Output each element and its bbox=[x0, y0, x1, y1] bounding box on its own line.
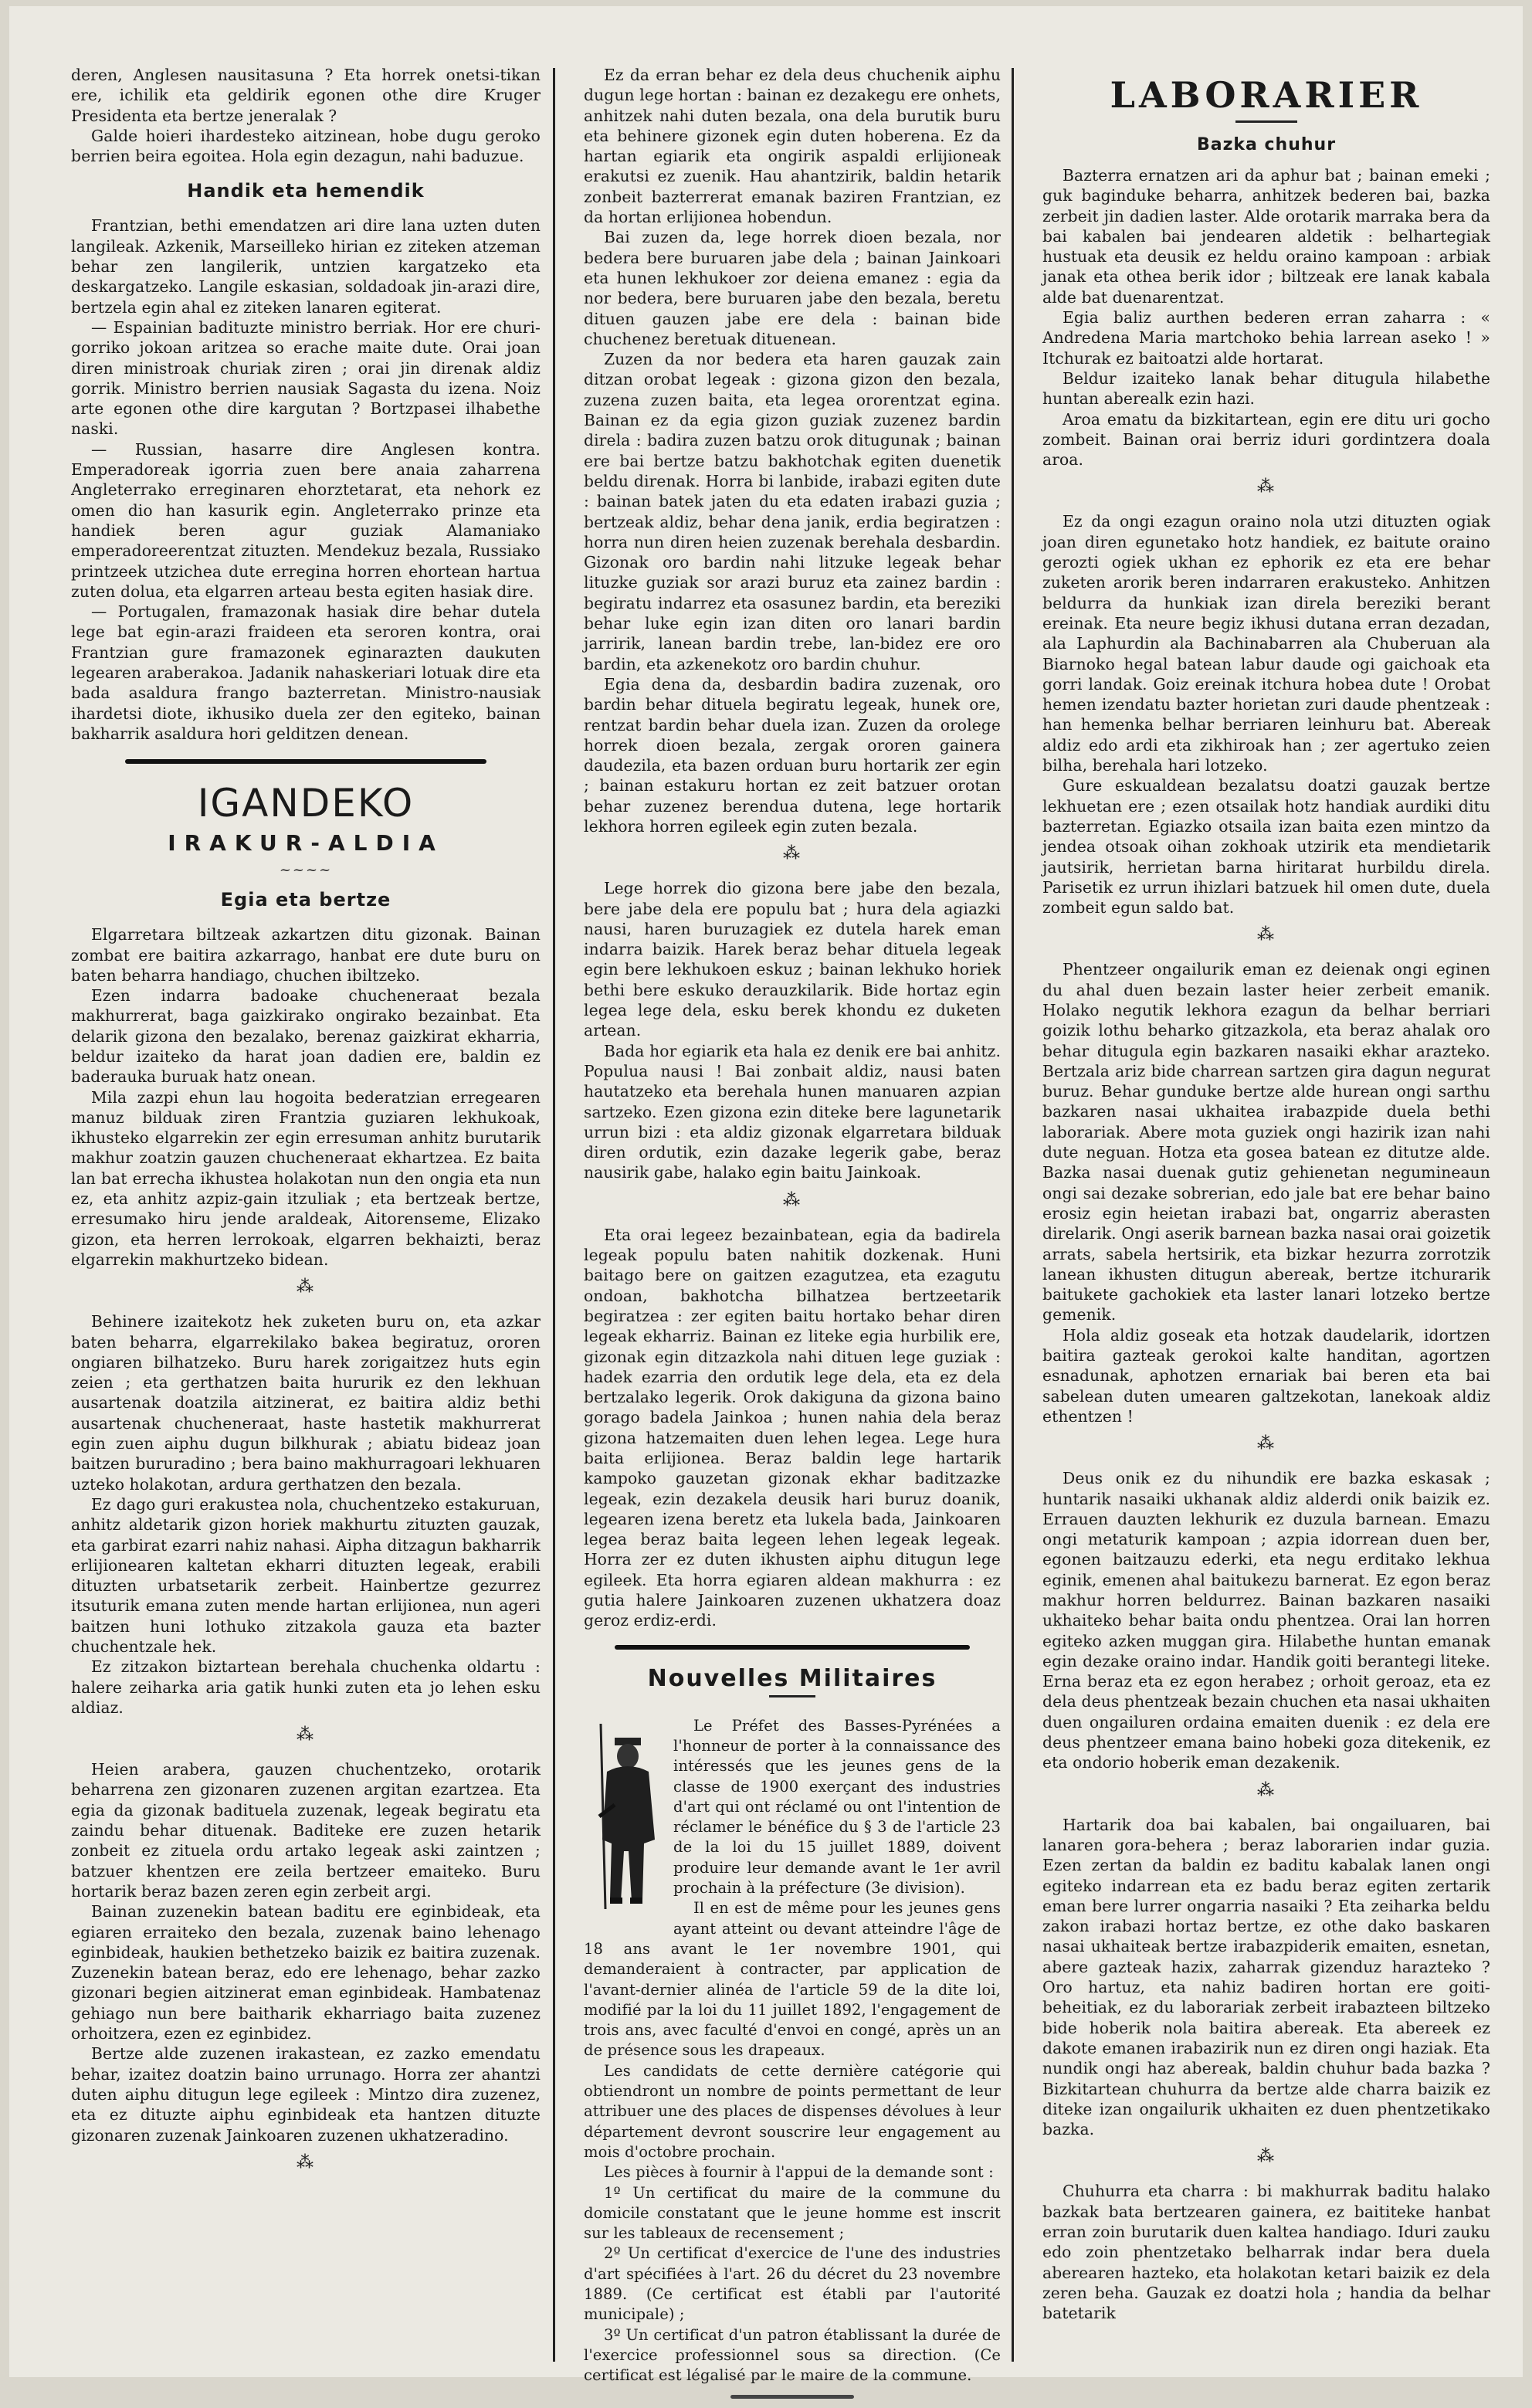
heading-underline bbox=[1235, 120, 1297, 123]
article-paragraph: Aroa ematu da bizkitartean, egin ere ditu uri gocho zombeit. Bainan orai berriz iduri gordintzera doala aroa. bbox=[1042, 409, 1490, 470]
article-paragraph: Beldur izaiteko lanak behar ditugula hilabethe huntan aberealk ezin hazi. bbox=[1042, 368, 1490, 409]
dinkus-ornament: ⁂ bbox=[1257, 1434, 1276, 1454]
article-paragraph: Egia dena da, desbardin badira zuzenak, oro bardin behar dituela begiratu legeak, hunek ore, rentzat bardin behar duela izan. Zuzen da orolege horrek dioen bezala, zergak ororen gainera daudezila, eta bazen orduan buru hortarik zer egin ; bainan estakuru hortan ez zeit batzuer orotan behar zuzenez berendua dutena, lege hortarik lekhora horren egileek egin zuten bezala. bbox=[584, 674, 1001, 836]
notice-paragraph: Le Préfet des Basses-Pyrénées a l'honneur de porter à la connaissance des intéressés que les jeunes gens de la classe de 1900 exerçant des industries d'art qui ont réclamé ou ont l'intention de réclamer le bénéfice du § 3 de l'article 23 de la loi du 15 juillet 1889, doivent produire leur demande avant le 1er avril prochain à la préfecture (3e division). bbox=[673, 1716, 1001, 1898]
article-paragraph: Ez da erran behar ez dela deus chuchenik aiphu dugun lege hortan : bainan ez dezakegu ere onhets, anhitzek nahi duten bezala, ona dela burutik buru eta behinere gizonek egin duten hoberena. Ez da hartan egiarik eta ongirik aspaldi erlijioneak erakutsi ez zuenik. Hau ahantzirik, baldin hetarik zonbeit bazterrerat emanak baziren Frantzian, ez da hortan erlijionea hobendun. bbox=[584, 66, 1001, 227]
egia-heading: Egia eta bertze bbox=[220, 889, 391, 911]
dinkus-ornament: ⁂ bbox=[783, 844, 802, 864]
article-paragraph: Egia baliz aurthen bederen erran zaharra : « Andredena Maria martchoko behia larrean aseko ! » Itchurak ez baitoatzi alde hortarat. bbox=[1042, 308, 1490, 368]
notice-paragraph: 1º Un certificat du maire de la commune du domicile constatant que le jeune homme est inscrit sur les tableaux de recensement ; bbox=[584, 2183, 1001, 2243]
column-divider-2 bbox=[1012, 68, 1014, 2362]
article-paragraph: Bertze alde zuzenen irakastean, ez zazko emendatu behar, izaitez doatzin baino urrunago. Horra zer ahantzi duten aiphu ditugun lege egileek : Mintzo dira zuzenez, eta ez dituzte aiphu eginbideak eta hantzen dituzte gizonaren zuzenak Jainkoaren zuzenen ukhatzeradino. bbox=[71, 2044, 541, 2145]
article-paragraph: Lege horrek dio gizona bere jabe den bezala, bere jabe dela ere populu bat ; hura dela agiazki nausi, haren buruzagiek ez dutela harek eman indarra baizik. Harek beraz behar dituela legeak egin bere lekhukoen eskuz ; bainan lekhuko horiek bethi bere eskuko derauzkilarik. Bide hortaz egin legea lege dela, esku berek khondu ez duketen artean. bbox=[584, 879, 1001, 1040]
article-paragraph: Hartarik doa bai kabalen, bai ongailuaren, bai lanaren gora-behera ; beraz laborarien indar guzia. Ezen zertan da baldin ez baditu kabalak lanen ongi egiteko indarrean eta ez badu beraz egiten zertarik eman bere lurrer ongarria nasaiki ? Eta zeiharka beldu zakon irabazi hortaz bertze, ez othe dako baskaren nasai ukhaiteak bertze irabazpiderik emaiten, esnetan, abere gazteak hazix, zaharrak gizenduz harazteko ? Oro hartuz, eta nahiz badiren hortan ere goiti-beheitiak, ez du laborariak zerbeit irabazteen biltzeko bide hoberik nola baitira abereak. Eta abereek ez dakote emanen irabazirik nun ez diren ongi haziak. Eta nundik ongi haz abereak, baldin chuhur bada bazka ? Bizkitartean chuhurra da bertze alde charra baizik ez diteke izan ongailurik ukhaiten ez duen phentzetikako bazka. bbox=[1042, 1815, 1490, 2139]
soldier-illustration bbox=[584, 1716, 663, 1917]
news-paragraph: — Espainian badituzte ministro berriak. Hor ere churi-gorriko jokoan aritzea so erache maite dute. Orai joan diren ministroak churiak ziren ; orai jin direnak aldiz gorrik. Ministro berrien nausiak Sagasta du izena. Noiz arte egonen othe dire kargutan ? Bortzpasei ilhabethe naski. bbox=[71, 317, 541, 439]
end-rule bbox=[730, 2395, 854, 2399]
intro-paragraph: Galde hoieri ihardesteko aitzinean, hobe dugu geroko berrien beira egoitea. Hola egin dezagun, nahi baduzue. bbox=[71, 126, 541, 166]
irakur-aldia-heading: IRAKUR-ALDIA bbox=[168, 830, 444, 856]
article-paragraph: Hola aldiz goseak eta hotzak daudelarik, idortzen baitira gazteak gerokoi kalte handitan, agortzen esnadunak, aphotzen ernariak bai beren eta bai sabelean duten umearen galtzekotan, lanekoak aldiz ethentzen ! bbox=[1042, 1325, 1490, 1426]
column-1 bbox=[71, 65, 541, 2187]
article-paragraph: Ez dago guri erakustea nola, chuchentzeko estakuruan, anhitz aldetarik gizon horiek makhurtu zituzten gauzak, eta garbirat ezarri nahiz nahasi. Aipha ditzagun bakharrik erlijionearen kaltetan ekharri dituzten legeak, erabili dituzten urbatsetarik zerbeit. Hainbertze gezurrez itsuturik emana zuten mende hartan erlijionea, nun ageri baitzen huni lothuko zitzakola gauza eta bazter chuchentzale hek. bbox=[71, 1494, 541, 1656]
dinkus-ornament: ⁂ bbox=[1257, 477, 1276, 497]
column-3 bbox=[1042, 74, 1490, 2324]
section-rule bbox=[615, 1645, 970, 1650]
column-2 bbox=[584, 65, 1001, 2408]
article-paragraph: Gure eskualdean bezalatsu doatzi gauzak bertze lekhuetan ere ; ezen otsailak hotz handiak aurdiki ditu bazterretan. Egiazko otsaila izan baita ezen mintzo da jendea otsoak oihan zokhoak utzirik eta mendietarik jautsirik, herrietan barna hiritarat hurbildu direla. Parisetik ez urrun ihizlari batzuek hil omen dute, duela zombeit egun saldo bat. bbox=[1042, 776, 1490, 917]
article-paragraph: Elgarretara biltzeak azkartzen ditu gizonak. Bainan zombat ere baitira azkarrago, hanbat ere dute buru on baten beharra handiago, chuchen ibiltzeko. bbox=[71, 925, 541, 985]
bazka-heading: Bazka chuhur bbox=[1196, 135, 1337, 154]
laborarier-heading: LABORARIER bbox=[1110, 74, 1423, 116]
article-paragraph: Behinere izaitekotz hek zuketen buru on, eta azkar baten beharra, elgarrekilako bakea begiratuz, ororen ongiaren bilhatzeko. Buru harek zorigaitzez huts egin zeien ; eta gerthatzen baita hururik ez den lekhuan ausartenak doatzila aitzinerat, ez baitira aldiz bethi ausartenak chucheneraat, haste hastetik makhurrerat egin zuen aiphu dugun bilkhurak ; abiatu bideaz joan baitzen bururadino ; bera baino makhurragoari lekhuaren uzteko holakotan, ardura gerthatzen den bezala. bbox=[71, 1312, 541, 1494]
notice-paragraph: Les pièces à fournir à l'appui de la demande sont : bbox=[604, 2163, 994, 2182]
newspaper-page bbox=[9, 6, 1523, 2385]
news-paragraph: — Portugalen, framazonak hasiak dire behar dutela lege bat egin-arazi fraideen eta seroren kontra, orai Frantzian gure framazonek eginarazten daukuten legearen araberakoa. Jadanik nahaskeriari lotuak dire eta bada asaldura frango bazterretan. Ministro-nausiak ihardetsi diote, ikhusiko duela zer den egiteko, bainan bakharrik asaldura hori gelditzen denean. bbox=[71, 602, 541, 743]
intro-paragraph: deren, Anglesen nausitasuna ? Eta horrek onetsi-tikan ere, ichilik eta geldirik egonen othe dire Kruger Presidenta eta bertze jeneralak ? bbox=[71, 66, 541, 125]
article-paragraph: Bainan zuzenekin batean baditu ere eginbideak, eta egiaren erraiteko den bezala, zuzenak baino lehenago eginbideak, haukien bethetzeko baizik ez baitira zuzenak. Zuzenekin batean beraz, edo ere lehenago, behar zazko gizonari begien aitzinerat eman eginbideak. Hambatenaz gehiago nun bere baitharik ekharriago baita zuzenez orhoitzera, ezen ez eginbidez. bbox=[71, 1902, 541, 2043]
article-paragraph: Bazterra ernatzen ari da aphur bat ; bainan emeki ; guk baginduke beharra, anhitzek bederen bai, bazka zerbeit jin dadien laster. Alde orotarik marraka bera da bai kabalen bai jendearen aldetik : belhartegiak hustuak eta deusik ez heldu oraino kampoan : arbiak janak eta othea berik idor ; biltzeak ere lanak kabala alde bat duenarentzat. bbox=[1042, 166, 1490, 307]
dinkus-ornament: ⁂ bbox=[297, 2152, 315, 2172]
article-paragraph: Ezen indarra badoake chucheneraat bezala makhurrerat, baga gaizkirako ongirako bezainbat. Eta delarik gizona den bezalako, berenaz gaizkirat ekharria, beldur izaiteko da harat joan dadien ere, baldin ez baderauka buruak hatz onean. bbox=[71, 986, 541, 1087]
article-paragraph: Zuzen da nor bedera eta haren gauzak zain ditzan orobat legeak : gizona gizon den bezala, zuzena zuzen baita, eta legea ororentzat egina. Bainan ez da egia gizon guziak zuzenez bardin direla : badira zuzen batzu orok ditugunak ; bainan ere bai bertze batzu bakhotchak egiten duenetik beldu direnak. Horra bi lanbide, irabazi egiten dute : bainan batek jaten du eta edaten irabazi guzia ; bertzeak aldiz, behar dena janik, erdia begiratzen : horra nun diren heien zuzenak berehala desbardin. Gizonak oro bardin nahi litzuke legeak behar lituzke guziak sor arazi buruz eta zainez bardin : begiratu indarrez eta osasunez bardin, eta bereziki behar luke egin izan diten oro lanari bardin jarririk, lanean bardin trebe, lan-bidez ere oro bardin, eta azkenekotz oro bardin chuhur. bbox=[584, 350, 1001, 673]
dinkus-ornament: ⁂ bbox=[1257, 1780, 1276, 1800]
article-paragraph: Eta orai legeez bezainbatean, egia da badirela legeak populu baten nahitik dozkenak. Huni baitago bere on gaitzen ezagutzea, eta ezagutu ondoan, bakhotcha bilhatzea bertzeetarik begiratzea : zer egiten baitu hortako behar diren legeak ekharriz. Bainan ez liteke egia hurbilik ere, gizonak egin ditzazkola nahi dituen lege guziak : hadek ezarria den ordutik lege dela, eta ez dela bertzalako legerik. Orok dakiguna da gizona baino gorago badela Jainkoa ; hunen nahia dela beraz gizona hatzemaiten duen lehen legea. Lege hura baita erlijionea. Beraz baldin lege hartarik kampoko gauzetan gizonak ekhar baditzazke legeak, ezin dezakela deusik hari buruz doanik, legearen izena beretz eta lukela bada, Jainkoaren legea beraz baita legeen lehen legeak legeak. Horra zer ez duten ikhusten aiphu ditugun lege egileek. Eta horra egiaren aldean makhurra : ez gutia halere Jainkoaren zuzenen ukhatzera doaz geroz erdiz-erdi. bbox=[584, 1225, 1001, 1630]
ornament: ~~~~ bbox=[279, 862, 333, 879]
article-paragraph: Bada hor egiarik eta hala ez denik ere bai anhitz. Populua nausi ! Bai zonbait aldiz, nausi baten hautatzeko eta berehala hunen manuaren azpian sartzeko. Ezen gizona ezin diteke bere lagunetarik urrun bizi : eta aldiz gizonak elgarretara bilduak diren ordutik, ezin dazake legerik gabe, beraz nausirik gabe, halako egin baitu Jainkoak. bbox=[584, 1041, 1001, 1182]
notice-paragraph: 2º Un certificat d'exercice de l'une des industries d'art spécifiées à l'art. 26 du décret du 23 novembre 1889. (Ce certificat est établi par l'autorité municipale) ; bbox=[584, 2244, 1001, 2324]
article-paragraph: Mila zazpi ehun lau hogoita bederatzian erregearen manuz bilduak ziren Frantzia guziaren lekhukoak, ikhusteko elgarrekin zer egin erresuman anhitz burutarik makhur zoatzin gauzen chucheneraat ekhartzea. Ez baita lan bat errecha ikhustea holakotan nun den ongia eta nun ez, eta anhitz azpiz-gain itzuliak ; eta bertzeak bertze, erresumako hiru jende araldeak, Aitorenseme, Elizako gizon, eta herren lerrokoak, elgarren bekhaizti, beraz elgarrekin makhurtzeko bidean. bbox=[71, 1087, 541, 1269]
section-rule bbox=[125, 759, 486, 764]
notice-paragraph: Il en est de même pour les jeunes gens ayant atteint ou devant atteindre l'âge de 18 ans avant le 1er novembre 1901, qui demanderaient à contracter, par application de l'avant-dernier alinéa de l'article 59 de la dite loi, modifié par la loi du 11 juillet 1892, l'engagement de trois ans, avec faculté d'envoi en congé, après un an de présence sous les drapeaux. bbox=[584, 1899, 1001, 2060]
article-paragraph: Heien arabera, gauzen chuchentzeko, orotarik beharrena zen gizonaren zuzenen argitan ezartzea. Eta egia da gizonak badituela zuzenak, legeak begiratu eta zaindu behar dituenak. Baditeke ere zuzen hetarik zonbeit ez zituela ordu artako legeak aski zaintzen ; batzuer khentzen ere zeila bertzeer emaiteko. Buru hortarik beraz bazen zeren egin zerbeit argi. bbox=[71, 1760, 541, 1901]
handik-heading: Handik eta hemendik bbox=[187, 180, 425, 202]
article-paragraph: Phentzeer ongailurik eman ez deienak ongi eginen du ahal duen bezain laster heier zerbeit emanik. Holako negutik lekhora ezagun da belhar berriari goizik lothu beharko gitzazkola, eta beraz ahalak oro behar ditugula egin bazkaren nasaiki ekhar arazteko. Bertzala ariz bide charrean sartzen gira dagun negurat buruz. Behar gunduke bertze alde hurean ongi sarthu bazkaren nasai ukhaitea irabazpide duela bethi laborariak. Abere mota guziek ongi hazirik izan nahi dute neguan. Hotza eta gosea batean ez ditutze alde. Bazka nasai duenak gutiz gehienetan negumineaun ongi sai dezake sobrerian, edo jale bat ere behar baino erosiz egin heietan irabazi bat, ongarriz aberasten direlarik. Ongi aserik barnean bazka nasai orai goizetik arrats, sabela hertsirik, eta bizkar hezurra zorrotzik lanean ikhusten ditugun abereak, bertze itchurarik baitukete gachokiek eta laster lanari lotzeko bertze gemenik. bbox=[1042, 960, 1490, 1324]
dinkus-ornament: ⁂ bbox=[1257, 2147, 1276, 2167]
dinkus-ornament: ⁂ bbox=[297, 1725, 315, 1745]
article-paragraph: Ez zitzakon biztartean berehala chuchenka oldartu : halere zeiharka aria gatik hunki zuten eta jo lehen esku aldiaz. bbox=[71, 1657, 541, 1717]
dinkus-ornament: ⁂ bbox=[1257, 925, 1276, 945]
news-paragraph: — Russian, hasarre dire Anglesen kontra. Emperadoreak igorria zuen bere anaia zaharrena Angleterrako erreginaren ehorztetarat, eta nehork ez omen dio han kasurik egin. Angleterrako prinze eta handiek beren agur guziak Alamaniako emperadoreerentzat zituzten. Mendekuz bezala, Russiako printzeek utzichea dute erregina horren ehortean hartua zuten dolua, eta elgarren arteau besta egiten hasiak dire. bbox=[71, 439, 541, 601]
article-paragraph: Chuhurra eta charra : bi makhurrak baditu halako bazkak bata bertzearen gainera, ez baititeke hanbat erran zoin burutarik duen kaltea handiago. Iduri zauku edo zoin phentzetako belharrak indar bera duela aberearen hazteko, eta holakotan ketari baizik ez dela zeren beha. Gauzak ez doatzi hola ; handia da belhar batetarik bbox=[1042, 2182, 1490, 2323]
article-paragraph: Ez da ongi ezagun oraino nola utzi dituzten ogiak joan diren egunetako hotz handiek, ez baitute oraino gerozti ogiek ukhan ez ephorik ez eta ere behar zuketen arorik beren indarraren erakusteko. Anhitzen beldurra da hunkiak izan direla bereziki berant ereinak. Eta neure begiz ikhusi dutana erran dezadan, ala Laphurdin ala Bachinabarren ala Chuberuan ala Biarnoko hegal batean labur daude ogi gaichoak eta gorri landak. Goiz ereinak itchura hobea dute ! Orobat hemen izendatu bazter horietan zuri daude phentzeak : han hemenka belhar berriaren leinhuru bat. Abereak aldiz edo ardi eta zikhiroak han ; zer agertuko zeien bilha, berehala hari lotzeko. bbox=[1042, 512, 1490, 775]
nouvelles-militaires-heading: Nouvelles Militaires bbox=[647, 1664, 937, 1692]
column-divider-1 bbox=[553, 68, 555, 2362]
dinkus-ornament: ⁂ bbox=[297, 1277, 315, 1297]
notice-paragraph: 3º Un certificat d'un patron établissant la durée de l'exercice professionnel sous sa direction. (Ce certificat est légalisé par le maire de la commune. bbox=[584, 2325, 1001, 2385]
heading-underline bbox=[769, 1695, 815, 1697]
article-paragraph: Deus onik ez du nihundik ere bazka eskasak ; huntarik nasaiki ukhanak aldiz alderdi onik baizik ez. Errauen dauzten lekhurik ez duzula barnean. Emazu ongi metaturik kampoan ; azpia idorrean duen ber, egonen baitzauzu ederki, eta negu erditako lekhua eginik, emenen ahal baitukezu barnerat. Ez egon beraz makhur horren beldurrez. Bainan bazkaren nasaiki ukhaiteko behar baita ondu phentzea. Orai lan horren egiteko azken muggan gira. Hilabethe huntan emanak egin dezake oraino indar. Handik goiti berantegi liteke. Erna beraz eta ez egon herabez ; orhoit geroaz, eta ez dela deus phentzeak bezain chuchen eta nasai ukhaiten duen ongailuren ordaina emaiten duenik : ez dela ere deus phentzeer emana baino hobeki goza ditekenik, ez eta ondorio hoberik eman dezakenik. bbox=[1042, 1469, 1490, 1772]
article-paragraph: Bai zuzen da, lege horrek dioen bezala, nor bedera bere buruaren jabe dela ; bainan Jainkoari eta hunen lekhukoer zor deiena emanez : egia da nor bedera, bere buruaren jabe den bezala, beretu dituen gauzen jabe ere dela : bainan bide chuchenez beretuak dituenean. bbox=[584, 228, 1001, 348]
notice-paragraph: Les candidats de cette dernière catégorie qui obtiendront un nombre de points permettant de leur attribuer une des places de dispenses dévolues à leur département devront souscrire leur engagement au mois d'octobre prochain. bbox=[584, 2061, 1001, 2161]
igandeko-heading: IGANDEKO bbox=[197, 781, 415, 826]
dinkus-ornament: ⁂ bbox=[783, 1190, 802, 1210]
news-paragraph: Frantzian, bethi emendatzen ari dire lana uzten duten langileak. Azkenik, Marseilleko hirian ez ziteken atzeman behar zen langilerik, untzien kargatzeko eta deskargatzeko. Langile eskasian, soldadoak jin-arazi dire, bertzela egin ahal ez ziteken lanaren egiterat. bbox=[71, 216, 541, 317]
